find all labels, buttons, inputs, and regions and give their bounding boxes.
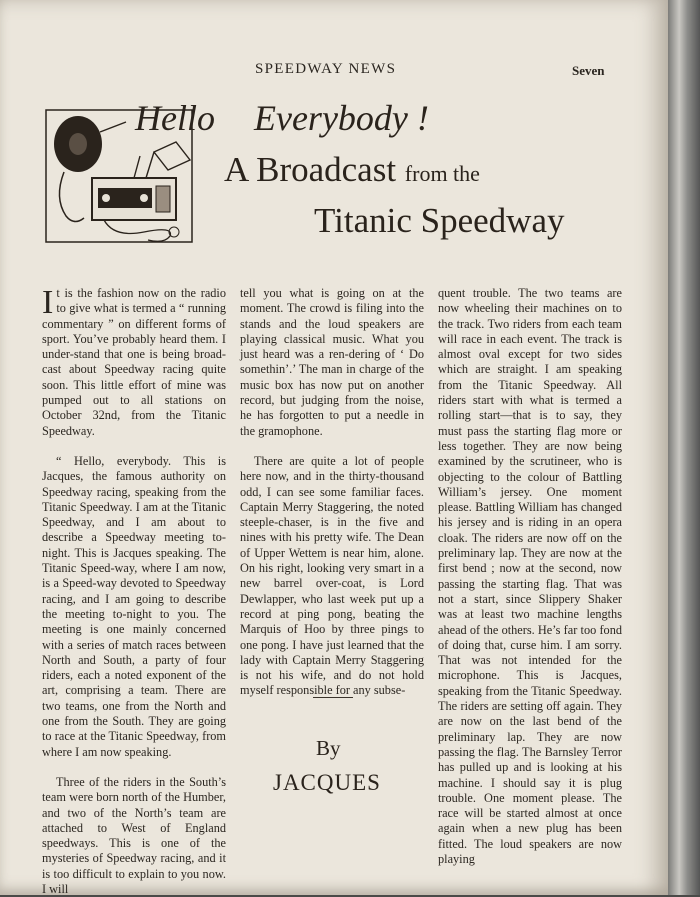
byline-by: By [316, 736, 341, 760]
article-column-1 [42, 286, 226, 897]
byline-author: JACQUES [273, 770, 381, 795]
title-from-the: from the [404, 161, 480, 186]
paragraph: quent trouble. The two teams are now wheeling their machines on to the track. Two riders from each team will race in each event. The track is almost oval except for two sides which are straight. I am speaking from the Titanic Speedway. All riders start with what is termed a rolling start—that is to say, they must pass the starting flag more or less together. They are now being examined by the scrutineer, who is objecting to the colour of Battling William’s jersey. One moment please. Battling William has changed his jersey and is riding in an opera cloak. The riders are now off on the preliminary lap. They are now at the first bend ; now at the second, now passing the starting flag. That was not a start, since Slippery Shaker was at least two machine lengths ahead of the others. He’s far too fond of doing that, curse him. I am sorry. That was not intended for the microphone. This is Jacques, speaking from the Titanic Speedway. The riders are setting off again. They are now on the last bend of the preliminary lap. They are now passing the flag. The Barnsley Terror has pulled up and is looking at his machine. I should say it is plug trouble. One moment please. The race will be started almost at once again when a new plug has been fitted. The loud speakers are now playing [438, 286, 622, 866]
drop-cap: I [42, 284, 54, 321]
title-line-3: Titanic Speedway [314, 201, 565, 240]
title-line-2 [224, 150, 480, 190]
divider-rule [313, 697, 353, 698]
article-column-3 [438, 286, 622, 867]
page-edge [668, 0, 700, 895]
running-title: SPEEDWAY NEWS [255, 61, 397, 77]
paragraph: “ Hello, everybody. This is Jacques, the famous authority on Speedway racing, speaking from the Titanic Speedway. I am at the Titanic Speedway, and I am about to describe a Speedway meeting to-night. This is Jacques speaking. The Titanic Speed-way, where I am now, is a Speed-way devoted to Speedway racing, and I am going to describe the meeting to-night to you. The meeting is one mainly concerned with a series of match races between North and South, a party of four riders, each a noted exponent of the art, comprising a team. There are two teams, one from the North and one from the South. They are going to race at the Titanic Speedway, from where I am now speaking. [42, 453, 226, 759]
title-line-1 [135, 97, 429, 139]
title-everybody: Everybody ! [253, 98, 429, 138]
article-column-2 [240, 286, 424, 699]
title-broadcast: A Broadcast [224, 150, 397, 189]
page-number: Seven [572, 63, 605, 78]
page-header [0, 61, 668, 81]
paragraph: tell you what is going on at the moment. The crowd is filing into the stands and the loud speakers are playing classical music. What you just heard was a ren-dering of ‘ Do somethin’.’ The man in charge of the music box has now put on another record, but judging from the noise, he has forgotten to put a needle in the gramophone. [240, 286, 424, 438]
paragraph: There are quite a lot of people here now, and in the thirty-thousand odd, I can see some familiar faces. Captain Merry Staggering, the noted steeple-chaser, is in the five and nines with his pretty wife. The Dean of Upper Wettem is near him, alone. On his right, looking very smart in a new barrel over-coat, is Lord Dewlapper, who last week put up a record at ping pong, beating the Marquis of Hoo by three pings to one pong. I have just learned that the lady with Captain Merry Staggering is not his wife, and do not hold myself responsible for any subse- [240, 453, 424, 698]
paragraph: Three of the riders in the South’s team were born north of the Humber, and two of the North’s team are attached to West of England speedways. This is one of the mysteries of Speedway racing, and it is too difficult to explain to you now. I will [42, 774, 226, 896]
paragraph: It is the fashion now on the radio to give what is termed a “ running commentary ” on different forms of sport. You’ve probably heard them. I under-stand that one is being broad-cast about Speedway racing quite soon. This little effort of mine was pumped out to all stations on October 32nd, from the Titanic Speedway. [42, 284, 226, 438]
title-hello: Hello [135, 98, 215, 138]
